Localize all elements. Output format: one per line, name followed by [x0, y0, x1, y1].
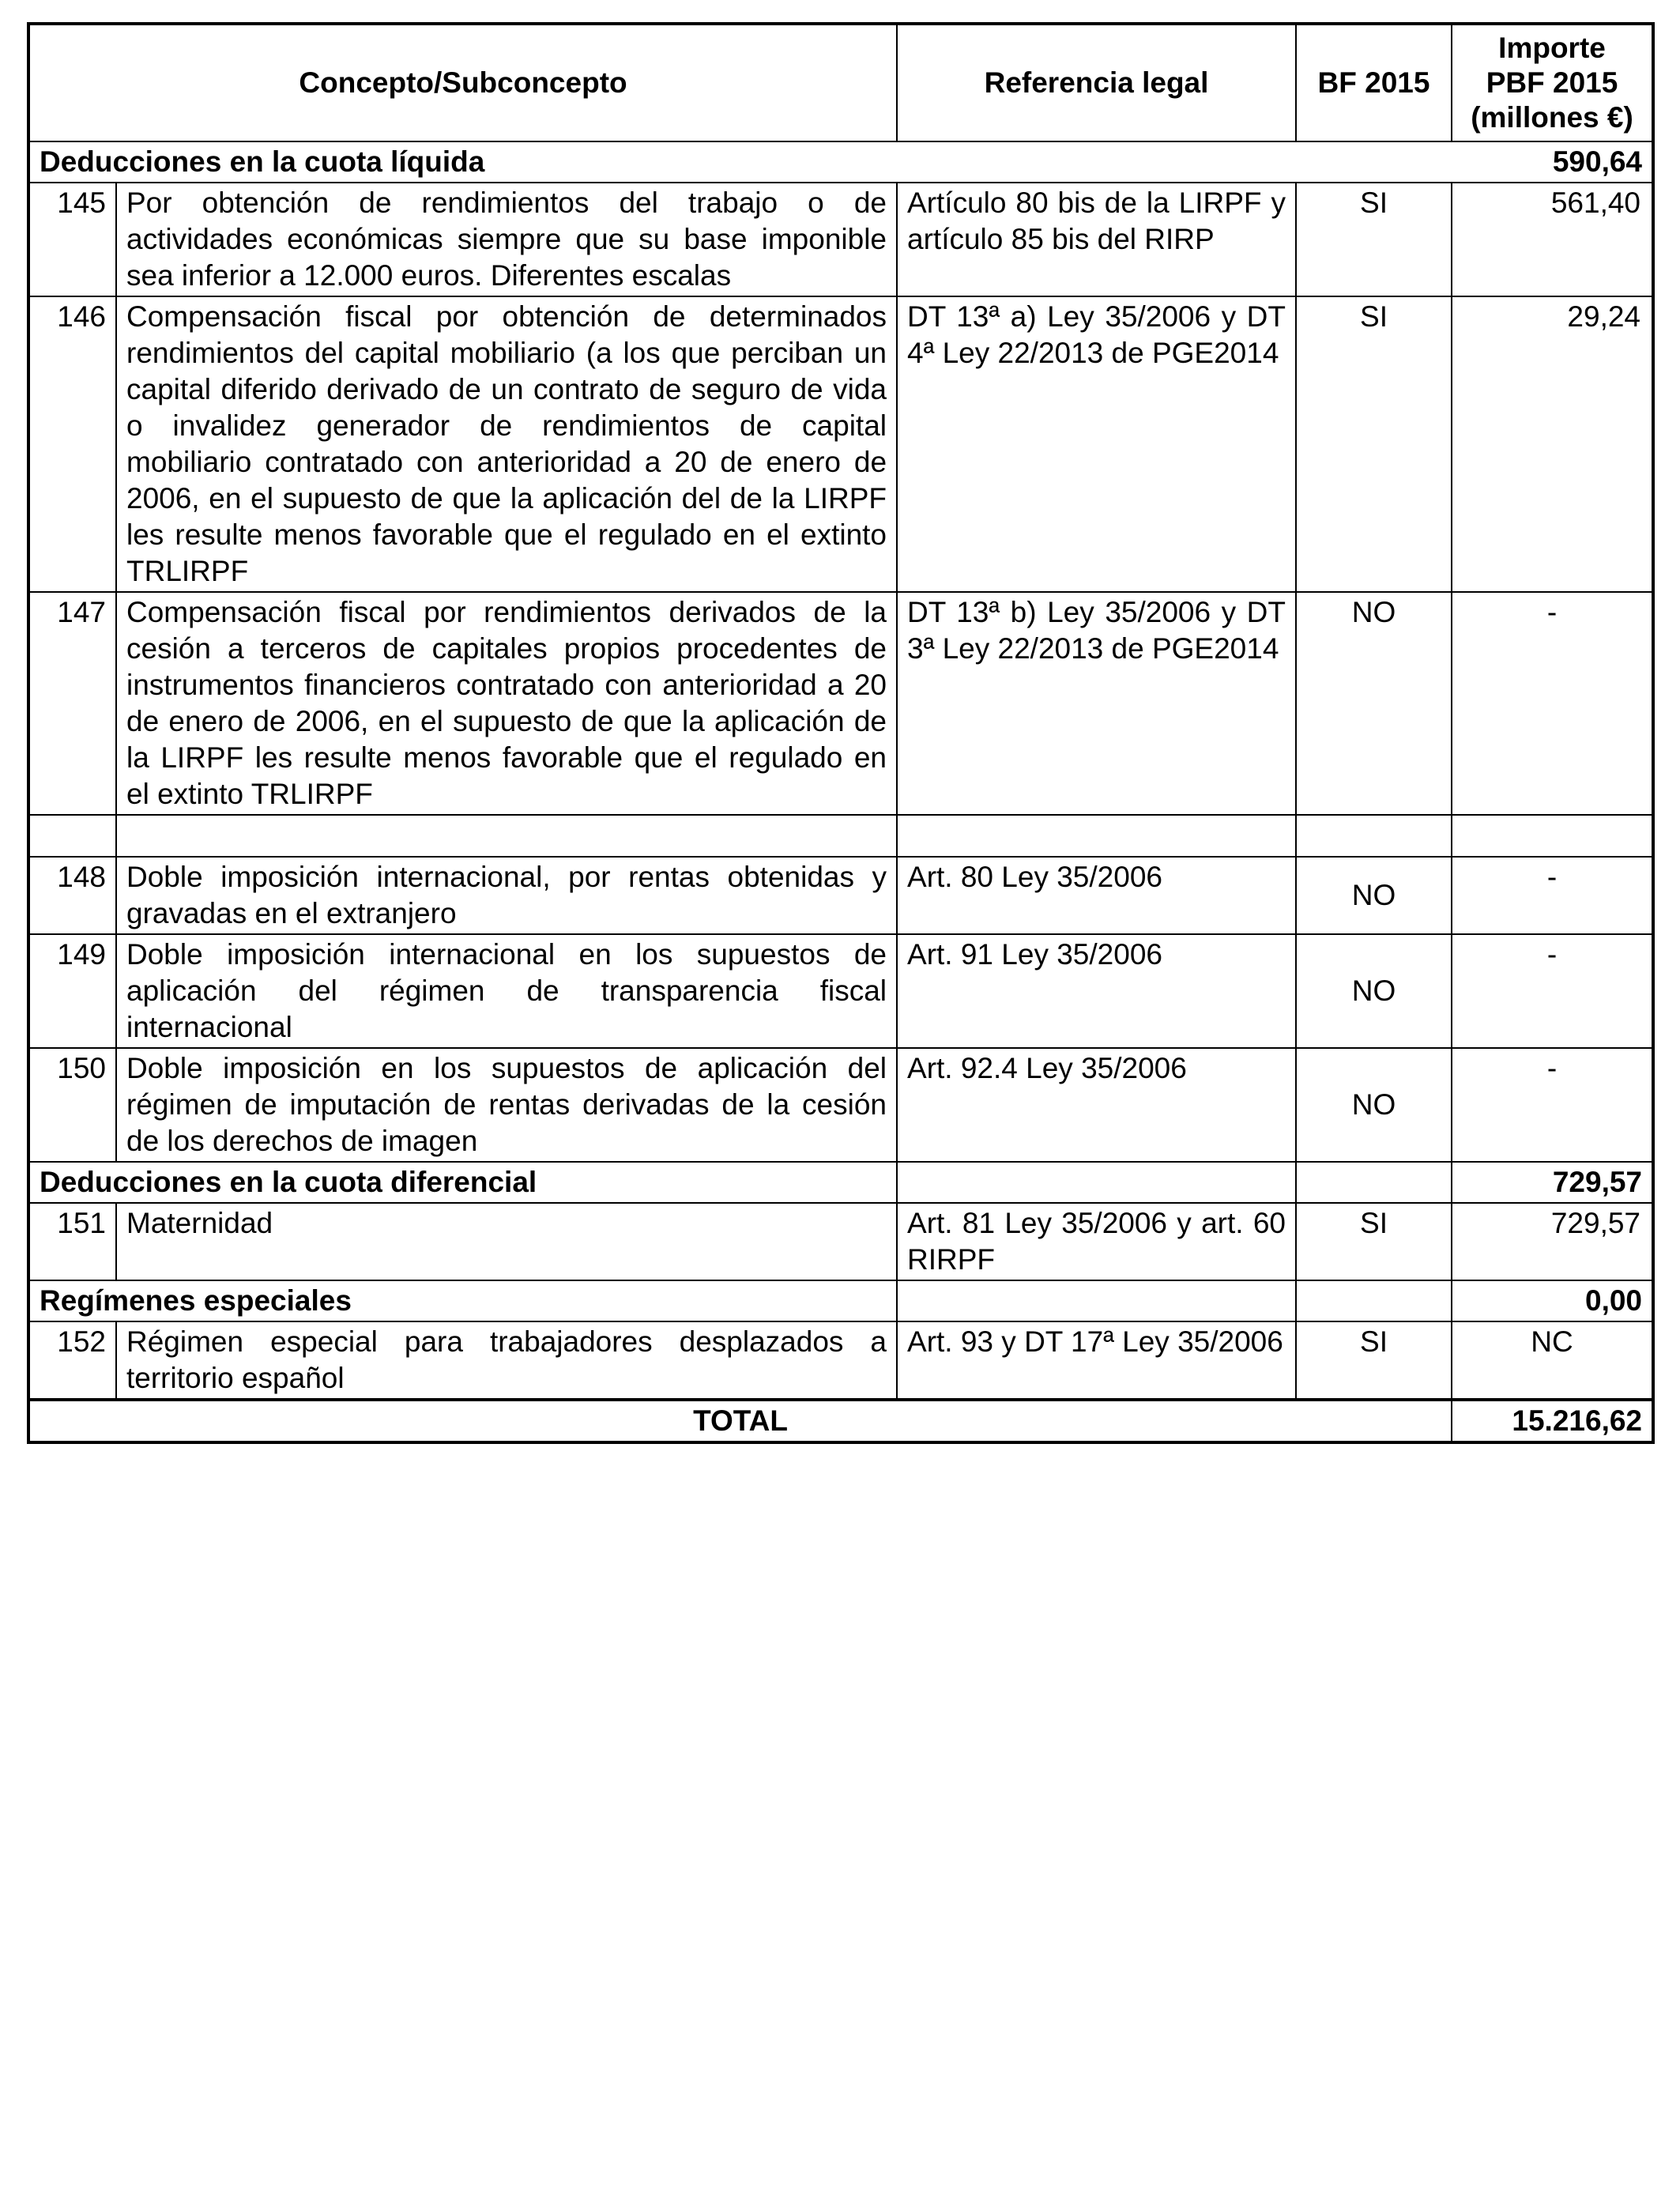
row-concept: Por obtención de rendimientos del trabajo o de actividades económicas siempre que su base imponible sea inferior a 12.000 euros. Diferentes escalas — [116, 183, 897, 296]
empty-cell — [897, 1162, 1296, 1203]
total-label: TOTAL — [28, 1400, 1452, 1442]
empty-cell — [116, 815, 897, 857]
row-bf: NO — [1296, 934, 1452, 1048]
empty-cell — [1452, 815, 1653, 857]
table-row — [28, 934, 1653, 1048]
empty-cell — [1296, 1162, 1452, 1203]
header-importe-line2: PBF 2015 — [1486, 66, 1618, 99]
table-row — [28, 1048, 1653, 1162]
row-reference: Art. 92.4 Ley 35/2006 — [897, 1048, 1296, 1162]
row-concept: Maternidad — [116, 1203, 897, 1280]
header-concepto: Concepto/Subconcepto — [28, 24, 897, 141]
row-reference: Art. 80 Ley 35/2006 — [897, 857, 1296, 934]
row-bf: SI — [1296, 296, 1452, 592]
section-row-regimenes — [28, 1280, 1653, 1321]
section-label: Deducciones en la cuota diferencial — [28, 1162, 897, 1203]
table-row — [28, 592, 1653, 815]
row-bf: NO — [1296, 1048, 1452, 1162]
empty-row — [28, 815, 1653, 857]
table-row — [28, 857, 1653, 934]
row-bf: SI — [1296, 1203, 1452, 1280]
header-importe-line1: Importe — [1498, 32, 1606, 64]
table-row — [28, 1203, 1653, 1280]
section-total: 590,64 — [1452, 141, 1653, 183]
row-number: 152 — [28, 1321, 116, 1400]
table-header-row — [28, 24, 1653, 141]
row-importe: 561,40 — [1452, 183, 1653, 296]
section-total: 0,00 — [1452, 1280, 1653, 1321]
total-row — [28, 1400, 1653, 1442]
row-reference: DT 13ª b) Ley 35/2006 y DT 3ª Ley 22/2013 de PGE2014 — [897, 592, 1296, 815]
row-number: 145 — [28, 183, 116, 296]
row-number: 151 — [28, 1203, 116, 1280]
section-total: 729,57 — [1452, 1162, 1653, 1203]
row-importe: 29,24 — [1452, 296, 1653, 592]
table-row — [28, 183, 1653, 296]
header-bf: BF 2015 — [1296, 24, 1452, 141]
row-number: 149 — [28, 934, 116, 1048]
row-importe: - — [1452, 857, 1653, 934]
empty-cell — [897, 1280, 1296, 1321]
section-row-cuota-diferencial — [28, 1162, 1653, 1203]
row-bf: NO — [1296, 592, 1452, 815]
section-row-cuota-liquida — [28, 141, 1653, 183]
section-label: Deducciones en la cuota líquida — [28, 141, 1452, 183]
header-referencia: Referencia legal — [897, 24, 1296, 141]
table-row — [28, 296, 1653, 592]
row-number: 148 — [28, 857, 116, 934]
empty-cell — [1296, 1280, 1452, 1321]
row-concept: Doble imposición en los supuestos de aplicación del régimen de imputación de rentas derivadas de la cesión de los derechos de imagen — [116, 1048, 897, 1162]
row-importe: - — [1452, 592, 1653, 815]
row-reference: Artículo 80 bis de la LIRPF y artículo 85 bis del RIRP — [897, 183, 1296, 296]
total-value: 15.216,62 — [1452, 1400, 1653, 1442]
tax-benefits-table — [27, 22, 1655, 1444]
empty-cell — [1296, 815, 1452, 857]
row-importe: - — [1452, 934, 1653, 1048]
row-reference: Art. 91 Ley 35/2006 — [897, 934, 1296, 1048]
row-importe: - — [1452, 1048, 1653, 1162]
row-concept: Doble imposición internacional en los supuestos de aplicación del régimen de transparencia fiscal internacional — [116, 934, 897, 1048]
row-number: 146 — [28, 296, 116, 592]
header-importe — [1452, 24, 1653, 141]
table-row — [28, 1321, 1653, 1400]
row-concept: Compensación fiscal por obtención de determinados rendimientos del capital mobiliario (a los que perciban un capital diferido derivado de un contrato de seguro de vida o invalidez generador de rendimientos de capital mobiliario contratado con anterioridad a 20 de enero de 2006, en el supuesto de que la aplicación del de la LIRPF les resulte menos favorable que el regulado en el extinto TRLIRPF — [116, 296, 897, 592]
row-reference: Art. 93 y DT 17ª Ley 35/2006 — [897, 1321, 1296, 1400]
row-concept: Régimen especial para trabajadores desplazados a territorio español — [116, 1321, 897, 1400]
empty-cell — [28, 815, 116, 857]
row-number: 150 — [28, 1048, 116, 1162]
row-concept: Compensación fiscal por rendimientos derivados de la cesión a terceros de capitales propios procedentes de instrumentos financieros contratado con anterioridad a 20 de enero de 2006, en el supuesto de que la aplicación de la LIRPF les resulte menos favorable que el regulado en el extinto TRLIRPF — [116, 592, 897, 815]
row-reference: DT 13ª a) Ley 35/2006 y DT 4ª Ley 22/2013 de PGE2014 — [897, 296, 1296, 592]
section-label: Regímenes especiales — [28, 1280, 897, 1321]
row-concept: Doble imposición internacional, por rentas obtenidas y gravadas en el extranjero — [116, 857, 897, 934]
row-number: 147 — [28, 592, 116, 815]
row-bf: SI — [1296, 1321, 1452, 1400]
header-importe-line3: (millones €) — [1471, 101, 1633, 134]
row-bf: NO — [1296, 857, 1452, 934]
row-bf: SI — [1296, 183, 1452, 296]
empty-cell — [897, 815, 1296, 857]
row-reference: Art. 81 Ley 35/2006 y art. 60 RIRPF — [897, 1203, 1296, 1280]
row-importe: 729,57 — [1452, 1203, 1653, 1280]
row-importe: NC — [1452, 1321, 1653, 1400]
